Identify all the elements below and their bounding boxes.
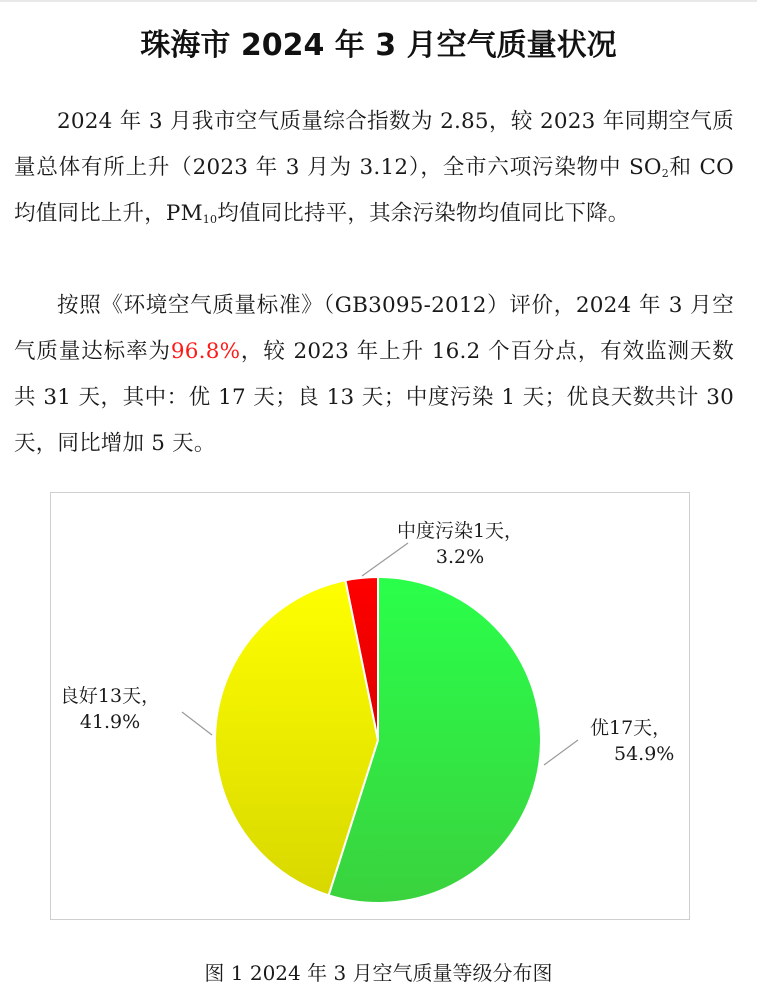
- so2-subscript: 2: [661, 167, 669, 180]
- paragraph2-text-a: 按照《环境空气质量标准》（GB3095-2012）评价，2024 年 3 月空气质量达标率为: [14, 293, 734, 364]
- paragraph1-text-c: 均值同比持平，其余污染物均值同比下降。: [217, 201, 630, 226]
- slice-percent-0: 54.9%: [614, 743, 675, 765]
- slice-label-1: 良好13天，: [59, 685, 161, 707]
- leader-line-1: [182, 712, 212, 735]
- slice-label-0: 优17天，: [590, 717, 672, 739]
- slice-percent-2: 3.2%: [435, 546, 485, 568]
- compliance-rate-value: 96.8%: [170, 339, 241, 364]
- slice-label-2: 中度污染1天，: [396, 520, 524, 542]
- leader-line-2: [362, 543, 408, 576]
- figure-caption: 图 1 2024 年 3 月空气质量等级分布图: [204, 961, 553, 985]
- pm10-subscript: 10: [202, 213, 218, 226]
- page-title: 珠海市 2024 年 3 月空气质量状况: [140, 28, 617, 64]
- paragraph2-text-b: ，较 2023 年上升 16.2 个百分点，有效监测天数共 31 天，其中：优 17 天；良 13 天；中度污染 1 天；优良天数共计 30 天，同比增加 5 天。: [14, 339, 735, 456]
- paragraph1-text-a: 2024 年 3 月我市空气质量综合指数为 2.85，较 2023 年同期空气质量总体有所上升（2023 年 3 月为 3.12），全市六项污染物中 SO: [14, 109, 734, 180]
- slice-percent-1: 41.9%: [79, 711, 141, 733]
- leader-line-0: [544, 740, 578, 765]
- paragraph1-text-b: 和 CO 均值同比上升，PM: [14, 155, 734, 226]
